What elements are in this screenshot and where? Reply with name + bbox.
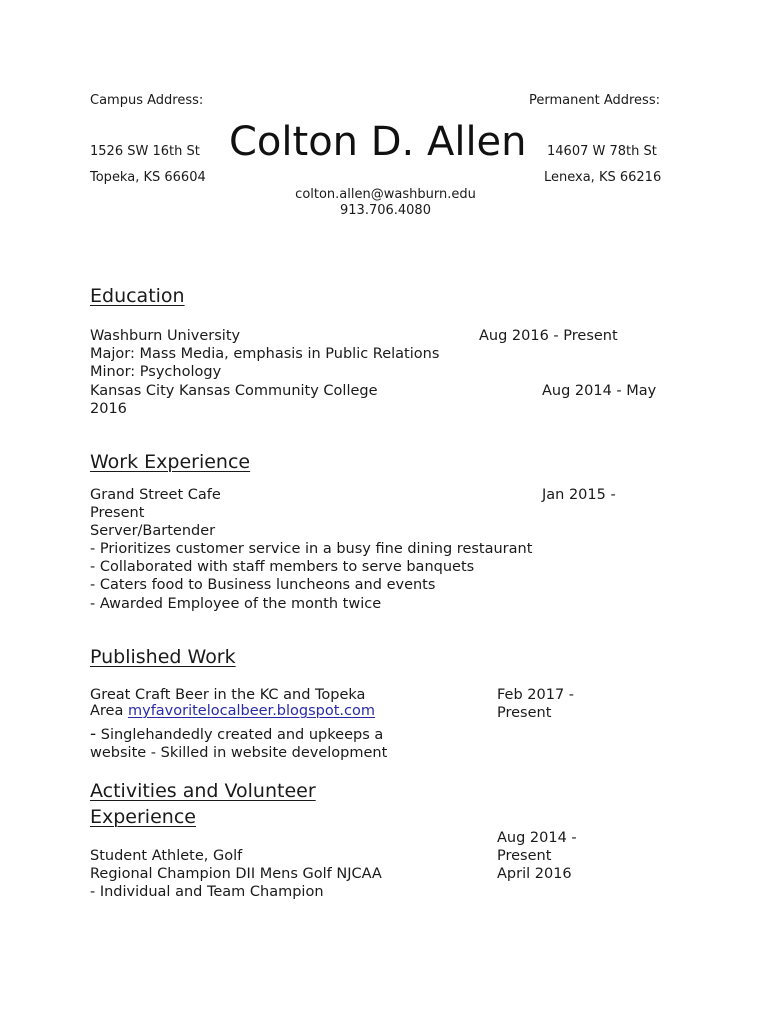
- activities-item: Regional Champion DII Mens Golf NJCAA: [90, 866, 382, 882]
- education-kckcc-dates-cont: 2016: [90, 401, 127, 417]
- education-minor: Minor: Psychology: [90, 364, 222, 380]
- contact-phone: 913.706.4080: [340, 203, 431, 218]
- work-employer: Grand Street Cafe: [90, 487, 221, 503]
- education-heading: Education: [90, 285, 185, 307]
- work-title: Server/Bartender: [90, 523, 216, 539]
- activities-dates-2: April 2016: [497, 866, 572, 882]
- work-heading: Work Experience: [90, 451, 251, 473]
- published-dates: Feb 2017 -: [497, 687, 575, 703]
- education-major: Major: Mass Media, emphasis in Public Relations: [90, 346, 440, 362]
- activities-item: - Individual and Team Champion: [90, 884, 324, 900]
- permanent-address-label: Permanent Address:: [529, 93, 660, 108]
- campus-city: Topeka, KS 66604: [90, 170, 206, 185]
- published-title-cont: [90, 702, 375, 720]
- published-area-label: Area: [90, 703, 128, 719]
- activities-heading-cont: Experience: [90, 806, 196, 828]
- work-bullet: - Collaborated with staff members to serve banquets: [90, 559, 475, 575]
- activities-dates-cont: Present: [497, 848, 552, 864]
- campus-street: 1526 SW 16th St: [90, 144, 200, 159]
- published-title: Great Craft Beer in the KC and Topeka: [90, 687, 366, 703]
- work-bullet: - Prioritizes customer service in a busy fine dining restaurant: [90, 541, 533, 557]
- permanent-street: 14607 W 78th St: [547, 144, 657, 159]
- published-dash: -: [90, 724, 97, 744]
- work-bullet: - Awarded Employee of the month twice: [90, 596, 382, 612]
- contact-email: colton.allen@washburn.edu: [295, 187, 476, 202]
- activities-item: Student Athlete, Golf: [90, 848, 243, 864]
- work-dates: Jan 2015 -: [542, 487, 616, 503]
- activities-dates: Aug 2014 -: [497, 830, 577, 846]
- published-heading: Published Work: [90, 646, 236, 668]
- education-kckcc-dates: Aug 2014 - May: [542, 383, 657, 399]
- published-description: [90, 725, 383, 744]
- education-washburn-dates: Aug 2016 - Present: [479, 328, 618, 344]
- activities-heading: Activities and Volunteer: [90, 780, 316, 802]
- published-description-cont: website - Skilled in website development: [90, 745, 388, 761]
- blog-link[interactable]: myfavoritelocalbeer.blogspot.com: [127, 703, 376, 719]
- campus-address-label: Campus Address:: [90, 93, 204, 108]
- education-school-washburn: Washburn University: [90, 328, 241, 344]
- published-desc-text: Singlehandedly created and upkeeps a: [96, 727, 384, 743]
- work-dates-cont: Present: [90, 505, 145, 521]
- published-dates-cont: Present: [497, 705, 552, 721]
- work-bullet: - Caters food to Business luncheons and events: [90, 577, 436, 593]
- education-school-kckcc: Kansas City Kansas Community College: [90, 383, 378, 399]
- resume-name: Colton D. Allen: [229, 119, 527, 165]
- permanent-city: Lenexa, KS 66216: [544, 170, 662, 185]
